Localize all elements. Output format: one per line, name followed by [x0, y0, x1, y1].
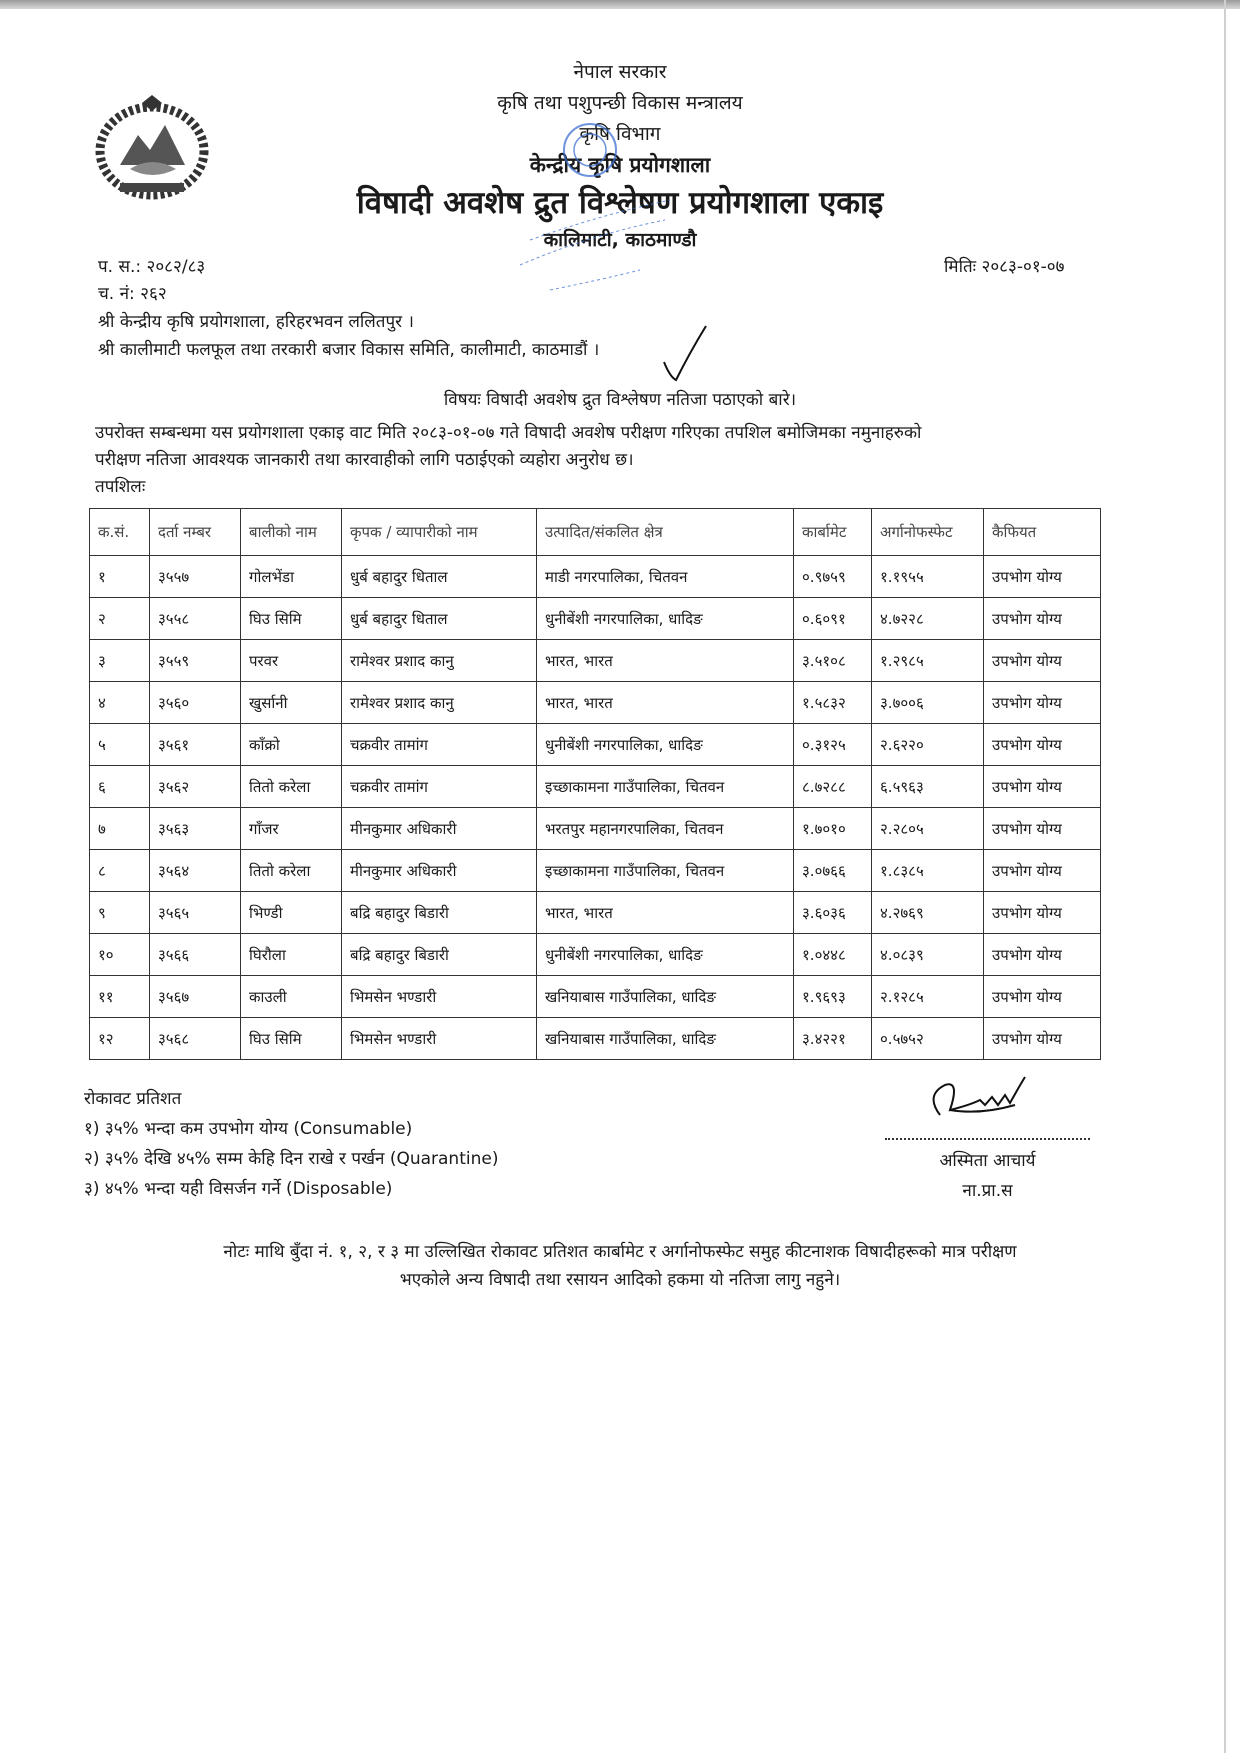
header-lab: केन्द्रीय कृषि प्रयोगशाला [529, 153, 711, 177]
body-line-1: उपरोक्त सम्बन्धमा यस प्रयोगशाला एकाइ वाट मिति २०८३-०१-०७ गते विषादी अवशेष परीक्षण गरिएका तपशिल बमोजिमका नमुनाहरुको [95, 423, 922, 443]
column-header: कृपक / व्यापारीको नाम [342, 509, 537, 556]
table-cell: ०.५७५२ [872, 1018, 984, 1060]
table-cell: ७ [90, 808, 150, 850]
table-cell: २ [90, 598, 150, 640]
table-cell: बद्रि बहादुर बिडारी [342, 892, 537, 934]
table-cell: ८.७२८८ [794, 766, 872, 808]
table-cell: तितो करेला [241, 766, 342, 808]
table-cell: भारत, भारत [537, 682, 794, 724]
table-cell: ३५६१ [150, 724, 241, 766]
legend-item: ३) ४५% भन्दा यही विसर्जन गर्ने (Disposable) [84, 1179, 393, 1199]
table-cell: धुर्ब बहादुर धिताल [342, 556, 537, 598]
table-cell: ८ [90, 850, 150, 892]
checkmark-icon [660, 322, 710, 382]
table-cell: उपभोग योग्य [984, 766, 1101, 808]
note-line-2: भएकोले अन्य विषादी तथा रसायन आदिको हकमा यो नतिजा लागु नहुने। [399, 1270, 841, 1290]
table-cell: ३५६५ [150, 892, 241, 934]
table-row [90, 598, 1101, 640]
table-row [90, 934, 1101, 976]
scan-edge-right [1224, 0, 1226, 1753]
table-row [90, 850, 1101, 892]
column-header: दर्ता नम्बर [150, 509, 241, 556]
body-line-3: तपशिलः [95, 477, 146, 497]
table-cell: खनियाबास गाउँपालिका, धादिङ [537, 1018, 794, 1060]
table-cell: ४.०८३९ [872, 934, 984, 976]
table-cell: ३५६८ [150, 1018, 241, 1060]
table-cell: ६.५९६३ [872, 766, 984, 808]
signatory-designation: ना.प्रा.स [962, 1181, 1013, 1201]
legend-title: रोकावट प्रतिशत [84, 1089, 182, 1109]
column-header: क.सं. [90, 509, 150, 556]
table-cell: बद्रि बहादुर बिडारी [342, 934, 537, 976]
table-cell: उपभोग योग्य [984, 808, 1101, 850]
table-cell: उपभोग योग्य [984, 976, 1101, 1018]
table-cell: १० [90, 934, 150, 976]
table-cell: ०.६०९१ [794, 598, 872, 640]
table-cell: घिउ सिमि [241, 598, 342, 640]
table-cell: मीनकुमार अधिकारी [342, 850, 537, 892]
dispatch-number: च. नं: २६२ [98, 284, 167, 304]
table-cell: ९ [90, 892, 150, 934]
table-row [90, 640, 1101, 682]
table-cell: ३.४२२१ [794, 1018, 872, 1060]
table-cell: उपभोग योग्य [984, 934, 1101, 976]
table-cell: ११ [90, 976, 150, 1018]
table-cell: गाँजर [241, 808, 342, 850]
table-row [90, 556, 1101, 598]
table-cell: तितो करेला [241, 850, 342, 892]
table-cell: मीनकुमार अधिकारी [342, 808, 537, 850]
body-line-2: परीक्षण नतिजा आवश्यक जानकारी तथा कारवाहीको लागि पठाईएको व्यहोरा अनुरोध छ। [95, 450, 634, 470]
table-cell: घिउ सिमि [241, 1018, 342, 1060]
table-cell: १.१९५५ [872, 556, 984, 598]
table-cell: ३५६० [150, 682, 241, 724]
letter-date: मितिः २०८३-०१-०७ [944, 257, 1065, 277]
table-cell: ३ [90, 640, 150, 682]
table-header-row [90, 509, 1101, 556]
subject: विषयः विषादी अवशेष द्रुत विश्लेषण नतिजा पठाएको बारे। [443, 390, 797, 410]
table-cell: ३.०७६६ [794, 850, 872, 892]
table-cell: १२ [90, 1018, 150, 1060]
recipient-2: श्री कालीमाटी फलफूल तथा तरकारी बजार विकास समिति, कालीमाटी, काठमाडौं । [98, 340, 600, 360]
column-header: अर्गानोफस्फेट [872, 509, 984, 556]
table-cell: काँक्रो [241, 724, 342, 766]
column-header: उत्पादित/संकलित क्षेत्र [537, 509, 794, 556]
table-cell: उपभोग योग्य [984, 640, 1101, 682]
header-unit: विषादी अवशेष द्रुत विश्लेषण प्रयोगशाला एकाइ [356, 185, 884, 221]
table-cell: उपभोग योग्य [984, 1018, 1101, 1060]
table-cell: ३५५७ [150, 556, 241, 598]
table-cell: १.७०१० [794, 808, 872, 850]
table-cell: चक्रवीर तामांग [342, 724, 537, 766]
table-cell: काउली [241, 976, 342, 1018]
header-address: कालिमाटी, काठमाण्डौ [543, 229, 697, 251]
table-row [90, 724, 1101, 766]
table-cell: भारत, भारत [537, 640, 794, 682]
table-cell: परवर [241, 640, 342, 682]
table-cell: भिण्डी [241, 892, 342, 934]
table-cell: धुनीबेंशी नगरपालिका, धादिङ [537, 724, 794, 766]
table-cell: १.९६९३ [794, 976, 872, 1018]
column-header: बालीको नाम [241, 509, 342, 556]
table-cell: ०.३१२५ [794, 724, 872, 766]
table-cell: धुनीबेंशी नगरपालिका, धादिङ [537, 598, 794, 640]
table-cell: रामेश्वर प्रशाद कानु [342, 640, 537, 682]
header-govt: नेपाल सरकार [573, 61, 667, 83]
header-ministry: कृषि तथा पशुपन्छी विकास मन्त्रालय [497, 92, 743, 114]
legend-item: २) ३५% देखि ४५% सम्म केहि दिन राखे र पर्खन (Quarantine) [84, 1149, 499, 1169]
signature [920, 1075, 1040, 1137]
table-cell: ३५५९ [150, 640, 241, 682]
letter-number: प. स.: २०८२/८३ [98, 257, 206, 277]
table-cell: गोलभेंडा [241, 556, 342, 598]
table-row [90, 682, 1101, 724]
table-cell: उपभोग योग्य [984, 556, 1101, 598]
table-cell: ०.९७५९ [794, 556, 872, 598]
table-cell: भरतपुर महानगरपालिका, चितवन [537, 808, 794, 850]
table-row [90, 976, 1101, 1018]
table-cell: ३.७००६ [872, 682, 984, 724]
table-cell: २.२८०५ [872, 808, 984, 850]
recipient-1: श्री केन्द्रीय कृषि प्रयोगशाला, हरिहरभवन ललितपुर । [98, 312, 414, 332]
table-cell: ३५६४ [150, 850, 241, 892]
table-row [90, 892, 1101, 934]
table-cell: १.२९८५ [872, 640, 984, 682]
table-cell: माडी नगरपालिका, चितवन [537, 556, 794, 598]
table-cell: २.१२८५ [872, 976, 984, 1018]
table-cell: १.०४४८ [794, 934, 872, 976]
note-line-1: नोटः माथि बुँदा नं. १, २, र ३ मा उल्लिखित रोकावट प्रतिशत कार्बामेट र अर्गानोफस्फेट समुह कीटनाशक विषादीहरूको मात्र परीक्षण [223, 1242, 1017, 1262]
table-cell: खनियाबास गाउँपालिका, धादिङ [537, 976, 794, 1018]
table-row [90, 766, 1101, 808]
column-header: कार्बामेट [794, 509, 872, 556]
table-cell: खुर्सानी [241, 682, 342, 724]
table-cell: भिमसेन भण्डारी [342, 1018, 537, 1060]
table-cell: उपभोग योग्य [984, 598, 1101, 640]
legend-item: १) ३५% भन्दा कम उपभोग योग्य (Consumable) [84, 1119, 413, 1139]
table-cell: ३.५१०८ [794, 640, 872, 682]
table-cell: ३५६३ [150, 808, 241, 850]
table-cell: ३५६६ [150, 934, 241, 976]
column-header: कैफियत [984, 509, 1101, 556]
table-cell: ३.६०३६ [794, 892, 872, 934]
table-cell: ३५६७ [150, 976, 241, 1018]
table-cell: ६ [90, 766, 150, 808]
table-cell: उपभोग योग्य [984, 682, 1101, 724]
header-department: कृषि विभाग [579, 123, 661, 145]
table-cell: ५ [90, 724, 150, 766]
table-cell: भारत, भारत [537, 892, 794, 934]
table-cell: ४ [90, 682, 150, 724]
office-stamp [490, 110, 710, 300]
table-row [90, 1018, 1101, 1060]
table-cell: उपभोग योग्य [984, 892, 1101, 934]
table-cell: ४.७२२८ [872, 598, 984, 640]
table-cell: उपभोग योग्य [984, 724, 1101, 766]
table-cell: १ [90, 556, 150, 598]
table-cell: १.८३८५ [872, 850, 984, 892]
table-row [90, 808, 1101, 850]
table-cell: चक्रवीर तामांग [342, 766, 537, 808]
table-cell: ३५६२ [150, 766, 241, 808]
table-cell: इच्छाकामना गाउँपालिका, चितवन [537, 766, 794, 808]
table-cell: उपभोग योग्य [984, 850, 1101, 892]
signature-line [885, 1138, 1090, 1140]
table-cell: ४.२७६९ [872, 892, 984, 934]
table-cell: धुर्ब बहादुर धिताल [342, 598, 537, 640]
table-cell: इच्छाकामना गाउँपालिका, चितवन [537, 850, 794, 892]
signatory-name: अस्मिता आचार्य [939, 1151, 1036, 1171]
table-cell: धुनीबेंशी नगरपालिका, धादिङ [537, 934, 794, 976]
table-cell: घिरौला [241, 934, 342, 976]
table-cell: भिमसेन भण्डारी [342, 976, 537, 1018]
table-cell: १.५८३२ [794, 682, 872, 724]
table-cell: रामेश्वर प्रशाद कानु [342, 682, 537, 724]
table-cell: ३५५८ [150, 598, 241, 640]
results-table [89, 508, 1101, 1060]
table-cell: २.६२२० [872, 724, 984, 766]
scan-edge [0, 0, 1240, 9]
